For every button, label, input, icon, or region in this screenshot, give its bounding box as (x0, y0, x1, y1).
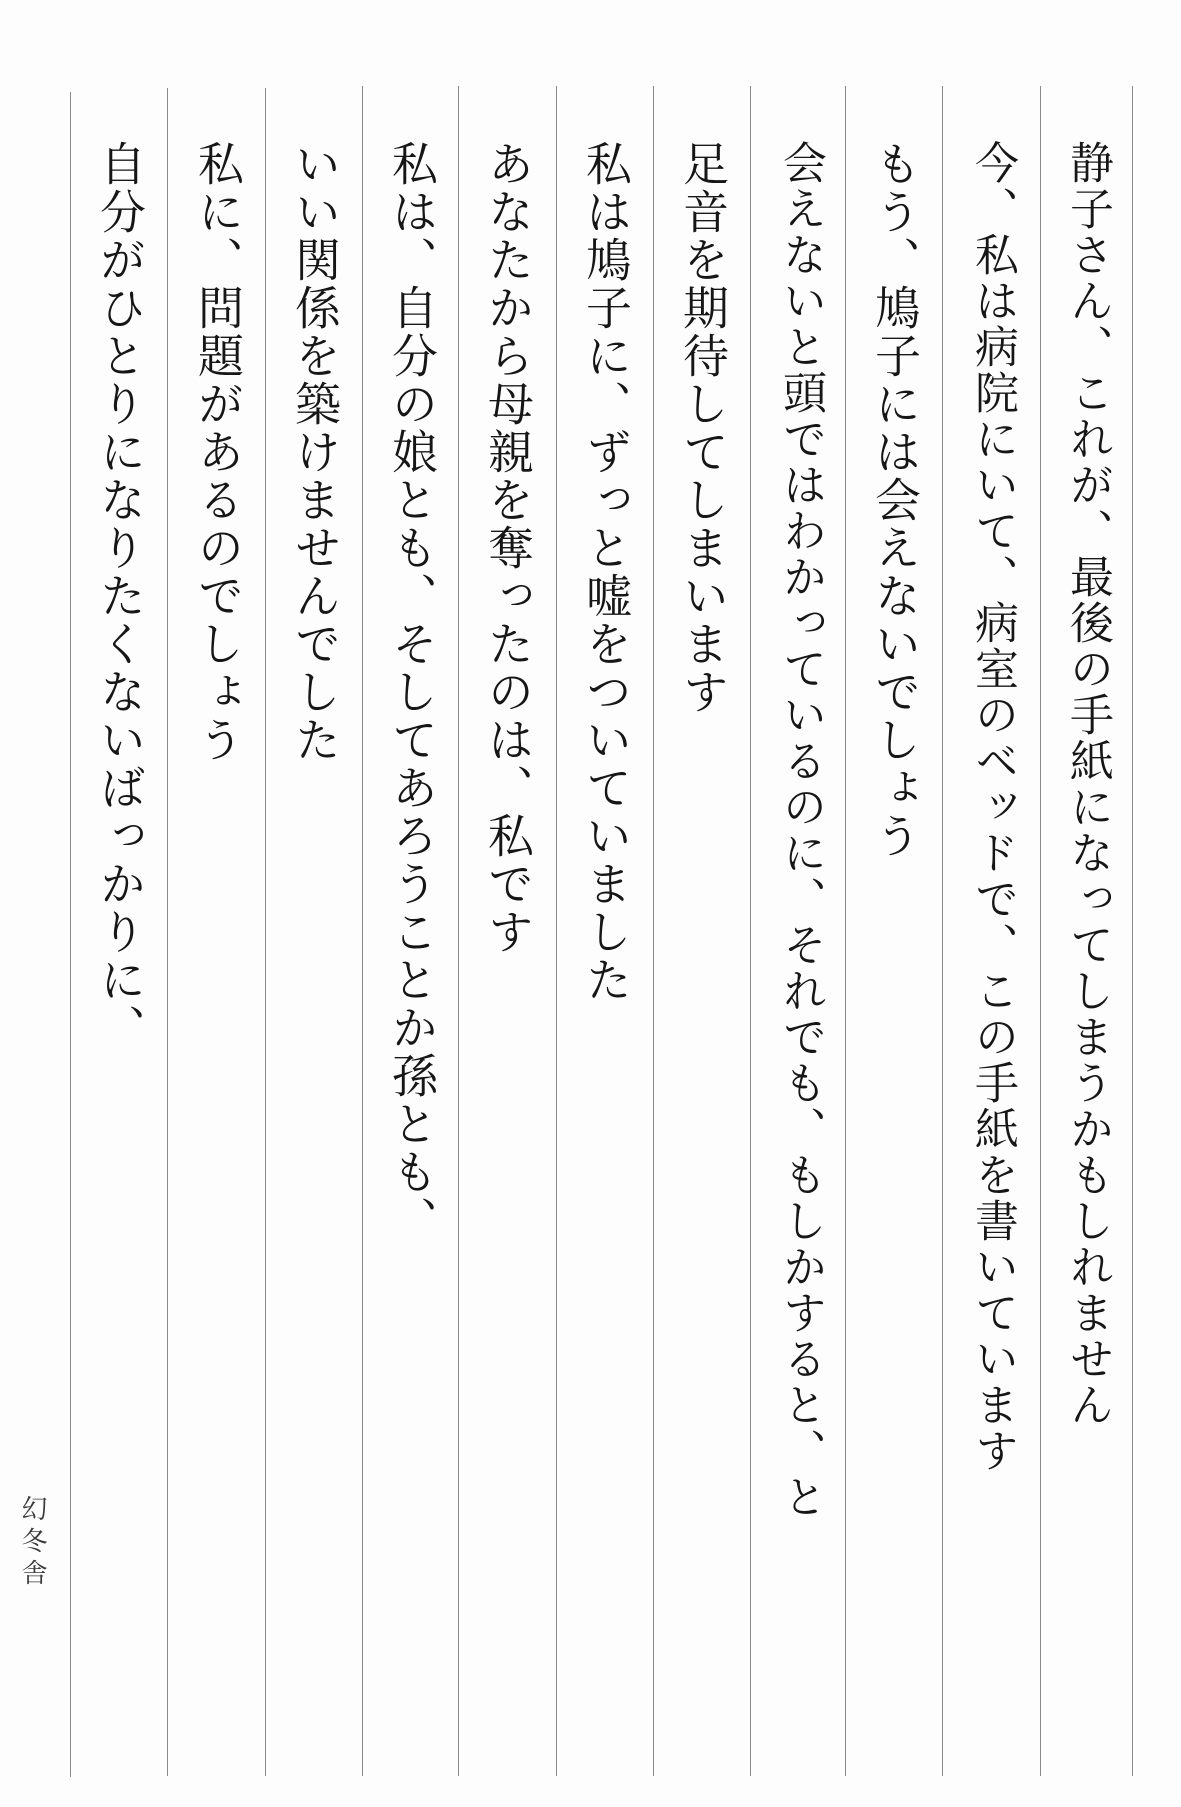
ruled-line (362, 86, 363, 1776)
letter-line-4: 会えないと頭ではわかっているのに、それでも、もしかすると、と (775, 140, 826, 1520)
ruled-line (845, 86, 846, 1776)
letter-line-6: 私は鳩子に、ずっと嘘をついていました (579, 140, 633, 1004)
letter-line-10: 私に、問題があるのでしょう (191, 140, 245, 764)
ruled-line (942, 86, 943, 1776)
ruled-line (265, 88, 266, 1776)
letter-line-11: 自分がひとりになりたくないばっかりに、 (93, 140, 147, 1052)
letter-line-1: 静子さん、これが、最後の手紙になってしまうかもしれません (1062, 140, 1113, 1428)
ruled-line (167, 88, 168, 1776)
ruled-line (70, 92, 71, 1777)
ruled-line (750, 86, 751, 1776)
publisher-stamp: 幻冬舎 (17, 1495, 47, 1591)
ruled-line (653, 86, 654, 1776)
ruled-line (556, 86, 557, 1776)
ruled-line (1040, 86, 1041, 1776)
letter-line-8: 私は、自分の娘とも、そしてあろうことか孫とも、 (385, 140, 439, 1244)
letter-line-2: 今、私は病院にいて、病室のベッドで、この手紙を書いています (967, 140, 1018, 1474)
ruled-line (1132, 86, 1133, 1776)
letter-line-9: いい関係を築けませんでした (288, 140, 342, 764)
letter-line-5: 足音を期待してしまいます (676, 140, 730, 716)
letter-line-3: もう、鳩子には会えないでしょう (868, 140, 922, 860)
ruled-line (458, 86, 459, 1776)
letter-line-7: あなたから母親を奪ったのは、私です (481, 140, 535, 956)
